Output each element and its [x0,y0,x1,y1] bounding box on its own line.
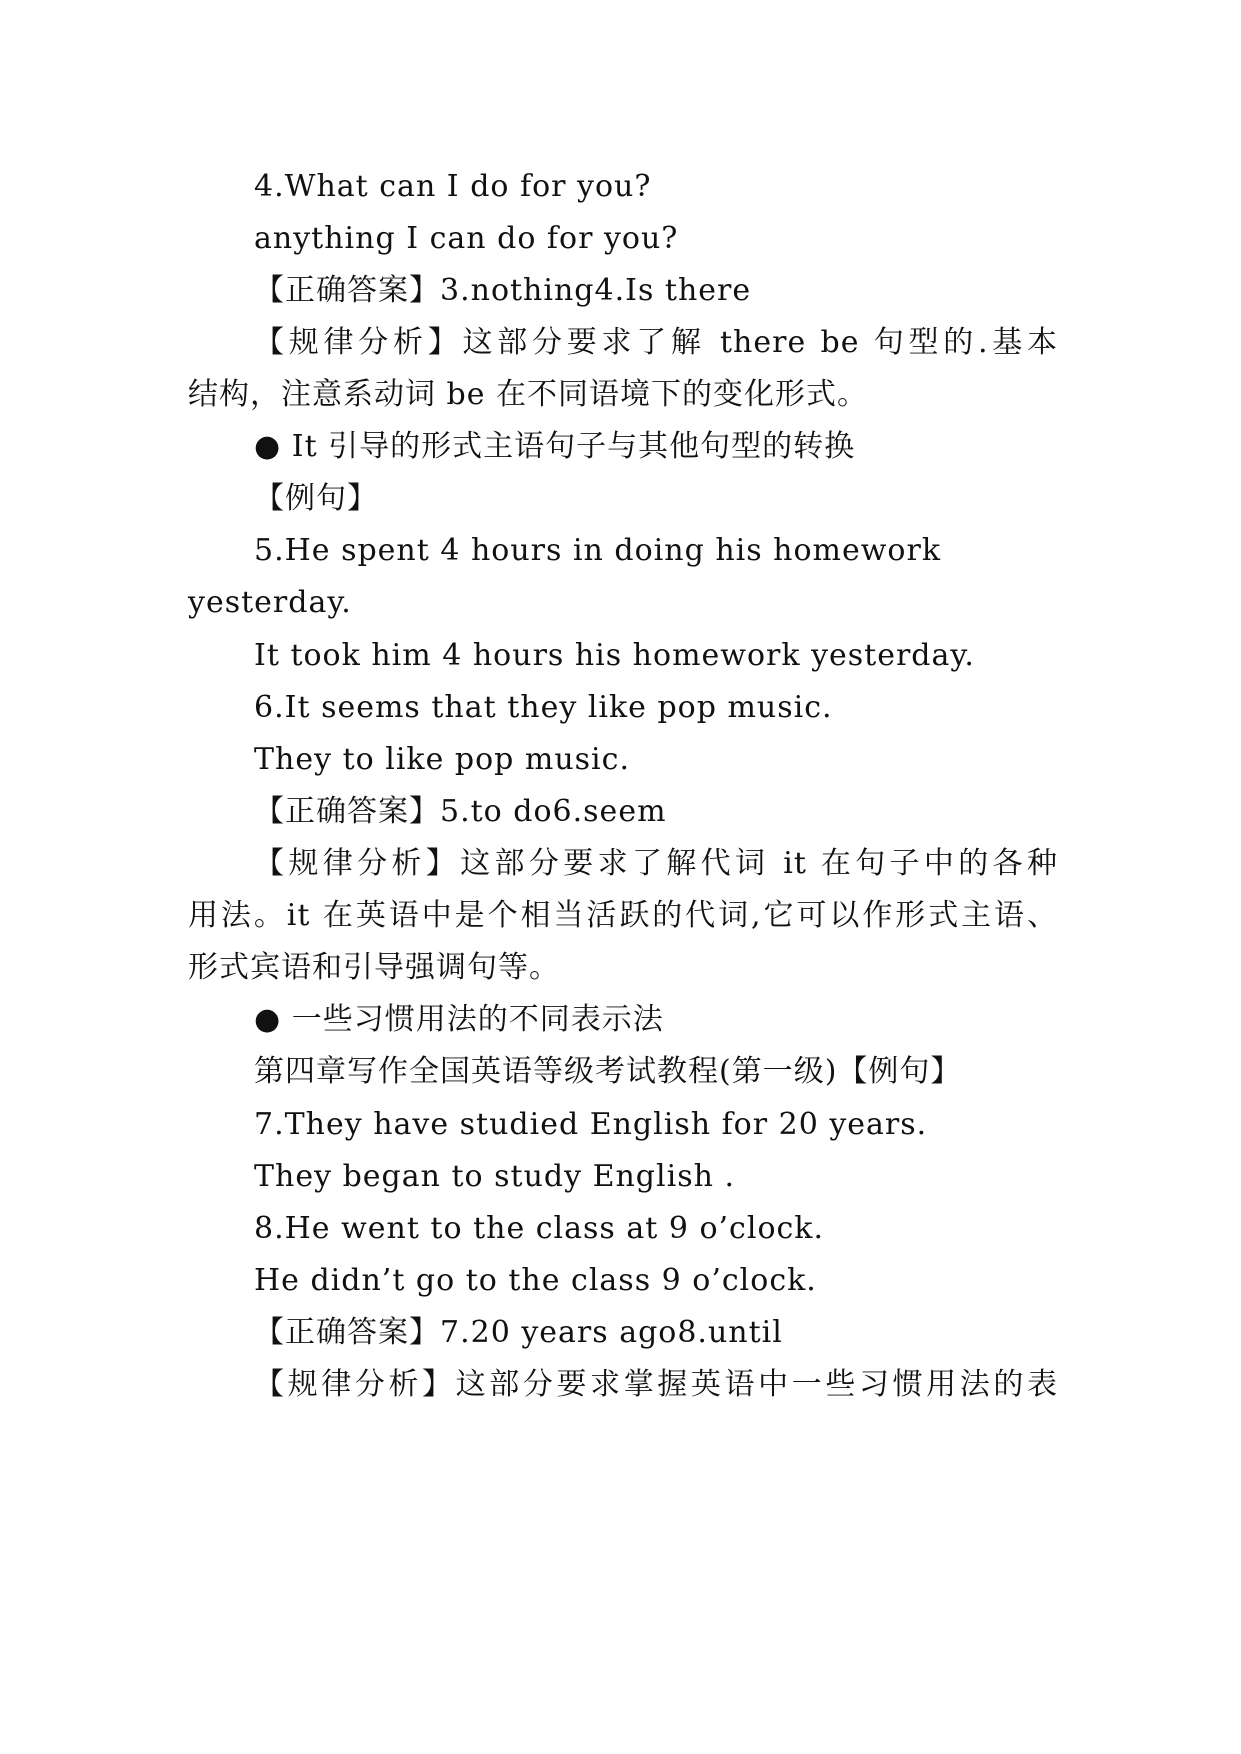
text-line-example-5: 5.He spent 4 hours in doing his homework [254,533,942,568]
text-line-example-7-rewrite: They began to study English . [254,1159,735,1194]
section-heading-idioms: ● 一些习惯用法的不同表示法 [254,1002,664,1037]
text-line-analysis-there-be-cont: 结构，注意系动词 be 在不同语境下的变化形式。 [188,377,869,412]
text-line-answer-7-8: 【正确答案】7.20 years ago8.until [254,1315,783,1350]
text-line-example-7: 7.They have studied English for 20 years. [254,1107,928,1142]
text-line-example-6-rewrite: They to like pop music. [254,742,630,777]
text-line-example-8: 8.He went to the class at 9 o’clock. [254,1211,825,1246]
text-line-analysis-it-end: 形式宾语和引导强调句等。 [188,950,560,985]
text-line-example-8-rewrite: He didn’t go to the class 9 o’clock. [254,1263,817,1298]
text-line-answer-3-4: 【正确答案】3.nothing4.Is there [254,273,752,308]
text-line-example-4-rewrite: anything I can do for you? [254,221,679,256]
text-line-answer-5-6: 【正确答案】5.to do6.seem [254,794,667,829]
text-line-chapter-example-label: 第四章写作全国英语等级考试教程(第一级)【例句】 [254,1054,962,1089]
text-line-example-4: 4.What can I do for you? [254,169,652,204]
text-line-analysis-it-cont: 用法。it 在英语中是个相当活跃的代词,它可以作形式主语、 [188,898,1058,933]
text-line-analysis-idioms: 【规律分析】这部分要求掌握英语中一些习惯用法的表 [254,1367,1058,1402]
text-line-example-label: 【例句】 [254,481,378,516]
text-line-example-5-cont: yesterday. [188,585,352,620]
section-heading-it-subject: ● It 引导的形式主语句子与其他句型的转换 [254,429,856,464]
text-line-analysis-it: 【规律分析】这部分要求了解代词 it 在句子中的各种 [254,846,1058,881]
text-line-example-6: 6.It seems that they like pop music. [254,690,833,725]
text-line-example-5-rewrite: It took him 4 hours his homework yesterday. [254,638,975,673]
text-line-analysis-there-be: 【规律分析】这部分要求了解 there be 句型的.基本 [254,325,1058,360]
